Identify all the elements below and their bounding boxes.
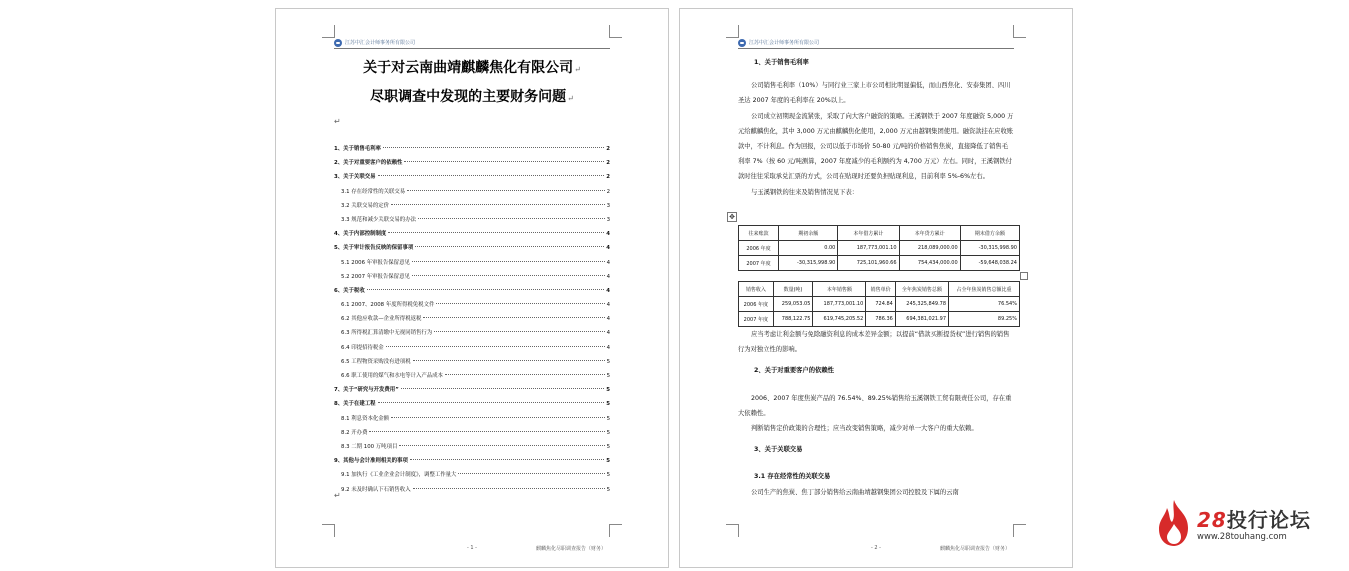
header-firm-name: 江苏中汇会计师事务所有限公司 [345,40,416,46]
toc-leader-dots [391,204,605,205]
toc-entry[interactable] [334,440,610,454]
toc-page-number: 4 [606,330,610,337]
table-cell: 2007 年度 [739,256,779,271]
table-cell: 2006 年度 [739,297,774,312]
page-number: - 2 - [871,545,881,551]
toc-leader-dots [386,346,605,347]
table-cell: 786.36 [866,312,896,327]
toc-leader-dots [423,317,604,318]
footer-report-name: 麒麟焦化尽职调查报告（财务） [939,546,1010,552]
toc-leader-dots [412,275,605,276]
toc-page-number: 4 [606,231,610,238]
heading-customer-dependence: 2、关于对重要客户的依赖性 [754,367,834,375]
toc-entry[interactable] [334,397,610,411]
toc-entry[interactable] [334,227,610,241]
table-resize-handle[interactable] [1020,272,1028,280]
toc-leader-dots [436,303,604,304]
toc-entry-text: 7、关于“研究与开发费用” [334,387,399,394]
table-cell: 619,745,205.52 [813,312,866,327]
table-row [739,241,1020,256]
toc-entry-text: 8.3 二期 100 万吨项目 [341,443,398,450]
crop-mark [609,25,622,38]
paragraph-mark: ↵ [567,94,574,103]
toc-entry[interactable] [334,483,610,497]
page-header [334,37,610,49]
site-watermark [1155,498,1325,550]
toc-entry-text: 9.1 加执行《工业企业会计制度》，调整工作量大 [341,472,457,479]
table-cell: 76.54% [949,297,1020,312]
toc-page-number: 5 [606,458,610,465]
toc-entry-text: 6.2 其他应收款—企业所得税返税 [341,316,422,323]
title-text: 关于对云南曲靖麒麟焦化有限公司 [363,60,574,76]
toc-leader-dots [378,402,605,403]
toc-page-number: 5 [606,373,610,379]
toc-entry[interactable] [334,213,610,227]
toc-leader-dots [369,431,604,432]
toc-entry-text: 6.3 所得税汇算清缴中无视同销售行为 [341,330,433,337]
toc-entry[interactable] [334,156,610,170]
crop-mark [322,524,335,537]
table-of-contents [334,142,610,497]
paragraph: 2006、2007 年度焦炭产品的 76.54%、89.25%销售给玉溪钢铁工贸有限责任公司，存在重大依赖性。 [738,394,1012,417]
toc-entry-text: 6.5 工程物资采购没有进项税 [341,358,411,365]
toc-entry-text: 5.1 2006 年审报告保留意见 [341,259,410,266]
toc-entry[interactable] [334,312,610,326]
paragraph: 公司销售毛利率（10%）与同行业三家上市公司相比明显偏低，而山西焦化、安泰集团、四川圣达 2007 年度的毛利率在 20%以上。 [738,82,1011,105]
toc-entry-text: 9.2 未及时确认下石销售收入 [341,486,411,493]
toc-page-number: 4 [606,259,610,266]
toc-entry[interactable] [334,284,610,298]
toc-entry[interactable] [334,270,610,284]
toc-entry[interactable] [334,256,610,270]
toc-entry[interactable] [334,454,610,468]
toc-entry[interactable] [334,298,610,312]
toc-entry[interactable] [334,468,610,482]
crop-mark [726,524,739,537]
toc-entry-text: 6.4 印提招待税金 [341,344,384,351]
flame-logo-icon [1155,498,1193,548]
table-header-cell: 本年借方累计 [838,226,899,241]
table-cell: -30,315,998.90 [960,241,1019,256]
toc-page-number: 4 [606,273,610,280]
paragraph-mark: ↵ [334,117,341,126]
toc-page-number: 5 [606,401,610,408]
toc-page-number: 5 [606,415,610,422]
table-cell: 725,101,960.66 [838,256,899,271]
table-cell: 245,325,849.78 [895,297,948,312]
doc-title-line1 [276,57,668,77]
brand-number: 28 [1197,508,1227,532]
table-header-cell: 全年焦炭销售总额 [895,282,948,297]
toc-entry-text: 8、关于在建工程 [334,401,376,408]
toc-page-number: 4 [606,287,610,294]
toc-entry[interactable] [334,170,610,184]
toc-page-number: 5 [606,429,610,436]
paragraph: 判断销售定价政策的合理性；应当改变销售策略，减少对单一大客户的重大依赖。 [751,425,978,433]
toc-page-number: 3 [606,202,610,209]
toc-page-number: 2 [606,160,610,167]
toc-page-number: 5 [606,358,610,365]
toc-entry-text: 3、关于关联交易 [334,174,376,181]
toc-entry-text: 3.1 存在经常性的关联交易 [341,188,406,195]
toc-leader-dots [388,232,604,233]
toc-page-number: 4 [606,344,610,351]
watermark-url: www.28touhang.com [1197,532,1287,542]
toc-entry[interactable] [334,142,610,156]
table-header-cell: 占全年焦炭销售总额比重 [949,282,1020,297]
toc-entry-text: 5、关于审计报告反映的保留事项 [334,245,414,252]
page-header [738,37,1014,49]
toc-leader-dots [407,190,604,191]
title-text: 尽职调查中发现的主要财务问题 [370,89,567,105]
toc-entry-text: 6.6 职工使用的煤气和水电等计入产品成本 [341,373,443,379]
toc-entry-text: 5.2 2007 年审报告保留意见 [341,273,410,280]
table-cell: 0.00 [779,241,838,256]
table-header-row [739,282,1020,297]
toc-leader-dots [413,360,605,361]
toc-page-number: 5 [606,472,610,479]
toc-entry-text: 4、关于内部控制制度 [334,231,387,238]
table-cell: 754,434,000.00 [899,256,960,271]
paragraph: 应当考虑让利金额与免除融资利息的成本差异金额；以提前“借款买断提货权”进行销售的销售行为对独立性的影响。 [738,331,1010,354]
toc-leader-dots [378,175,605,176]
toc-entry[interactable] [334,326,610,340]
toc-page-number: 2 [606,188,610,195]
table-row [739,256,1020,271]
table-header-cell: 本年贷方累计 [899,226,960,241]
toc-entry[interactable] [334,412,610,426]
toc-entry-text: 3.2 关联交易的定价 [341,202,390,209]
firm-logo-icon [334,39,342,47]
brand-text: 投行论坛 [1226,508,1311,532]
toc-leader-dots [418,218,605,219]
table-header-cell: 数量(吨) [773,282,813,297]
toc-leader-dots [445,374,605,375]
toc-entry[interactable] [334,355,610,369]
table-cell: 2007 年度 [739,312,774,327]
crop-mark [1013,25,1026,38]
table-header-cell: 销售单价 [866,282,896,297]
toc-entry[interactable] [334,241,610,255]
table-cell: 694,381,021.97 [895,312,948,327]
sales-table [738,281,1020,327]
table-cell: -30,315,998.90 [779,256,838,271]
table-header-cell: 期末借方余额 [960,226,1019,241]
toc-entry[interactable] [334,185,610,199]
toc-entry-text: 3.3 规范和减少关联交易的办法 [341,216,416,223]
toc-entry-text: 2、关于对重要客户的依赖性 [334,160,403,167]
table-move-handle[interactable]: ✥ [727,212,737,222]
toc-leader-dots [434,331,604,332]
toc-page-number: 4 [606,302,610,309]
table-cell: 89.25% [949,312,1020,327]
toc-page-number: 5 [606,387,610,394]
toc-leader-dots [391,417,605,418]
toc-leader-dots [458,473,604,474]
table-cell: 724.84 [866,297,896,312]
paragraph-mark: ↵ [334,491,341,500]
firm-logo-icon [738,39,746,47]
toc-entry-text: 8.1 利息资本化金额 [341,415,390,422]
table-header-cell: 期初余额 [779,226,838,241]
paragraph-mark: ↵ [574,65,581,74]
receivables-table [738,225,1020,271]
table-cell: -59,648,038.24 [960,256,1019,271]
paragraph: 公司生产的焦炭、焦丁部分销售给云南曲靖越钢集团公司控股及下属的云南 [751,488,959,496]
toc-entry-text: 6、关于税收 [334,287,365,294]
toc-entry-text: 1、关于销售毛利率 [334,146,381,152]
heading-related-transactions: 3、关于关联交易 [754,446,803,454]
table-header-cell: 销售收入 [739,282,774,297]
toc-leader-dots [415,246,604,247]
toc-entry[interactable] [334,369,610,383]
table-cell: 788,122.75 [773,312,813,327]
toc-page-number: 2 [606,174,610,181]
toc-leader-dots [383,147,604,148]
crop-mark [1013,524,1026,537]
toc-leader-dots [367,289,605,290]
footer-report-name: 麒麟焦化尽职调查报告（财务） [535,546,606,552]
toc-entry-text: 9、其他与会计准则相关的事项 [334,458,408,465]
section-2-text [738,327,1014,500]
crop-mark [609,524,622,537]
document-page-2 [679,8,1073,568]
paragraph: 与玉溪钢铁的往来及销售情况见下表： [751,188,859,196]
toc-leader-dots [399,445,604,446]
table-cell: 187,773,001.10 [813,297,866,312]
table-cell: 187,773,001.10 [838,241,899,256]
toc-entry[interactable] [334,199,610,213]
watermark-brand [1197,504,1311,533]
toc-page-number: 2 [606,146,610,152]
page-number: - 1 - [467,545,477,551]
header-firm-name: 江苏中汇会计师事务所有限公司 [749,40,820,46]
toc-leader-dots [404,161,604,162]
table-row [739,312,1020,327]
table-cell: 2006 年度 [739,241,779,256]
paragraph: 公司成立初期现金流紧张，采取了向大客户融资的策略。王溪钢铁于 2007 年度融资 5,000 万元给麒麟焦化，其中 3,000 万元由麒麟焦化使用，2,000 万元由越钢集团使用。融资款挂在应收账款中，不计利息。作为回报，公司以低于市场价 50-80 元/吨的价格销售焦炭，直接降低了销售毛利率 7%（按 60 元/吨测算，2007 年度减少的毛利额约为 4,700 万元）左右。同时，王溪钢铁付款时往往采取承兑汇票的方式，公司在贴现时还要负担贴现利息，目前利率 5%-6%左右。 [738,112,1014,181]
heading-gross-margin: 1、关于销售毛利率 [754,59,809,66]
table-cell: 218,089,000.00 [899,241,960,256]
toc-leader-dots [410,459,604,460]
toc-entry-text: 6.1 2007、2008 年度所得税免税文件 [341,302,435,309]
table-header-cell: 本年销售额 [813,282,866,297]
toc-page-number: 4 [606,245,610,252]
toc-page-number: 4 [606,316,610,323]
toc-leader-dots [413,488,605,489]
toc-page-number: 5 [606,486,610,493]
document-page-1 [275,8,669,568]
toc-entry-text: 8.2 开办费 [341,429,368,436]
toc-entry[interactable] [334,426,610,440]
toc-page-number: 5 [606,443,610,450]
table-header-row [739,226,1020,241]
toc-entry[interactable] [334,341,610,355]
toc-page-number: 3 [606,216,610,223]
table-cell: 259,053.05 [773,297,813,312]
heading-recurring-related-transactions: 3.1 存在经常性的关联交易 [754,473,831,481]
toc-leader-dots [412,261,605,262]
toc-leader-dots [401,388,604,389]
toc-entry[interactable] [334,383,610,397]
doc-title-line2 [276,86,668,106]
table-row [739,297,1020,312]
section-1-text [738,55,1014,200]
table-header-cell: 往来账款 [739,226,779,241]
